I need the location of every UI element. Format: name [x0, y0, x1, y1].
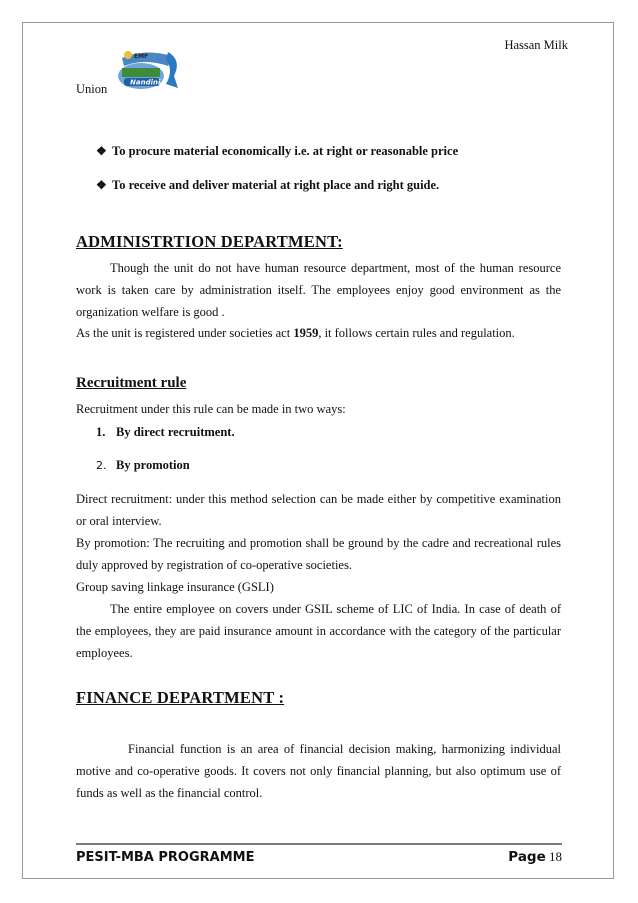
- admin-paragraph: Though the unit do not have human resource department, most of the human resource work is taken care by administration itself. The employees enjoy good environment as the organization welfare is good .: [76, 261, 561, 319]
- gsli-title: Group saving linkage insurance (GSLI): [76, 580, 274, 594]
- item-text: By promotion: [116, 458, 190, 472]
- bullet-text: To procure material economically i.e. at right or reasonable price: [112, 144, 459, 158]
- diamond-bullet-icon: ❖: [96, 178, 107, 192]
- finance-heading: FINANCE DEPARTMENT :: [76, 688, 285, 707]
- footer-divider: [76, 843, 562, 845]
- admin-societies-line: [76, 326, 561, 341]
- nandini-logo: [108, 46, 182, 96]
- logo-brand-text: Nandini: [130, 78, 161, 87]
- gsli-paragraph: The entire employee on covers under GSIL scheme of LIC of India. In case of death of the employees, they are paid insurance amount in accordance with the category of the particular employees.: [76, 602, 561, 660]
- bullet-text: To receive and deliver material at right place and right guide.: [112, 178, 440, 192]
- recruitment-heading: Recruitment rule: [76, 375, 187, 391]
- admin-year: 1959: [293, 326, 319, 340]
- finance-paragraph: Financial function is an area of financial decision making, harmonizing individual motive and co-operative goods. It covers not only financial planning, but also optimum use of funds as well as the financial control.: [76, 742, 561, 800]
- footer-page-number: 18: [549, 849, 562, 864]
- bullet-item: [96, 144, 458, 159]
- admin-line-text-end: , it follows certain rules and regulation.: [318, 326, 515, 340]
- header-title: Hassan Milk: [504, 38, 568, 52]
- numbered-item: [96, 458, 190, 473]
- item-number: 2.: [96, 459, 107, 472]
- footer-programme: PESIT-MBA PROGRAMME: [76, 850, 255, 865]
- recruitment-intro: Recruitment under this rule can be made in two ways:: [76, 402, 346, 416]
- admin-heading: ADMINISTRTION DEPARTMENT:: [76, 232, 343, 251]
- footer-page: [480, 849, 562, 865]
- diamond-bullet-icon: ❖: [96, 144, 107, 158]
- footer-page-label: Page: [508, 849, 546, 865]
- item-text: By direct recruitment.: [116, 425, 235, 439]
- admin-line-text: As the unit is registered under societies act: [76, 326, 294, 340]
- bullet-item: [96, 178, 439, 193]
- numbered-item: [96, 425, 235, 440]
- logo-emf-text: EMF: [134, 53, 149, 60]
- header-union-text: Union: [76, 82, 108, 96]
- direct-recruitment-paragraph: Direct recruitment: under this method selection can be made either by competitive examination or oral interview.: [76, 492, 561, 528]
- item-number: 1.: [96, 425, 106, 439]
- promotion-paragraph: By promotion: The recruiting and promotion shall be ground by the cadre and recreational rules duly approved by registration of co-operative societies.: [76, 536, 561, 572]
